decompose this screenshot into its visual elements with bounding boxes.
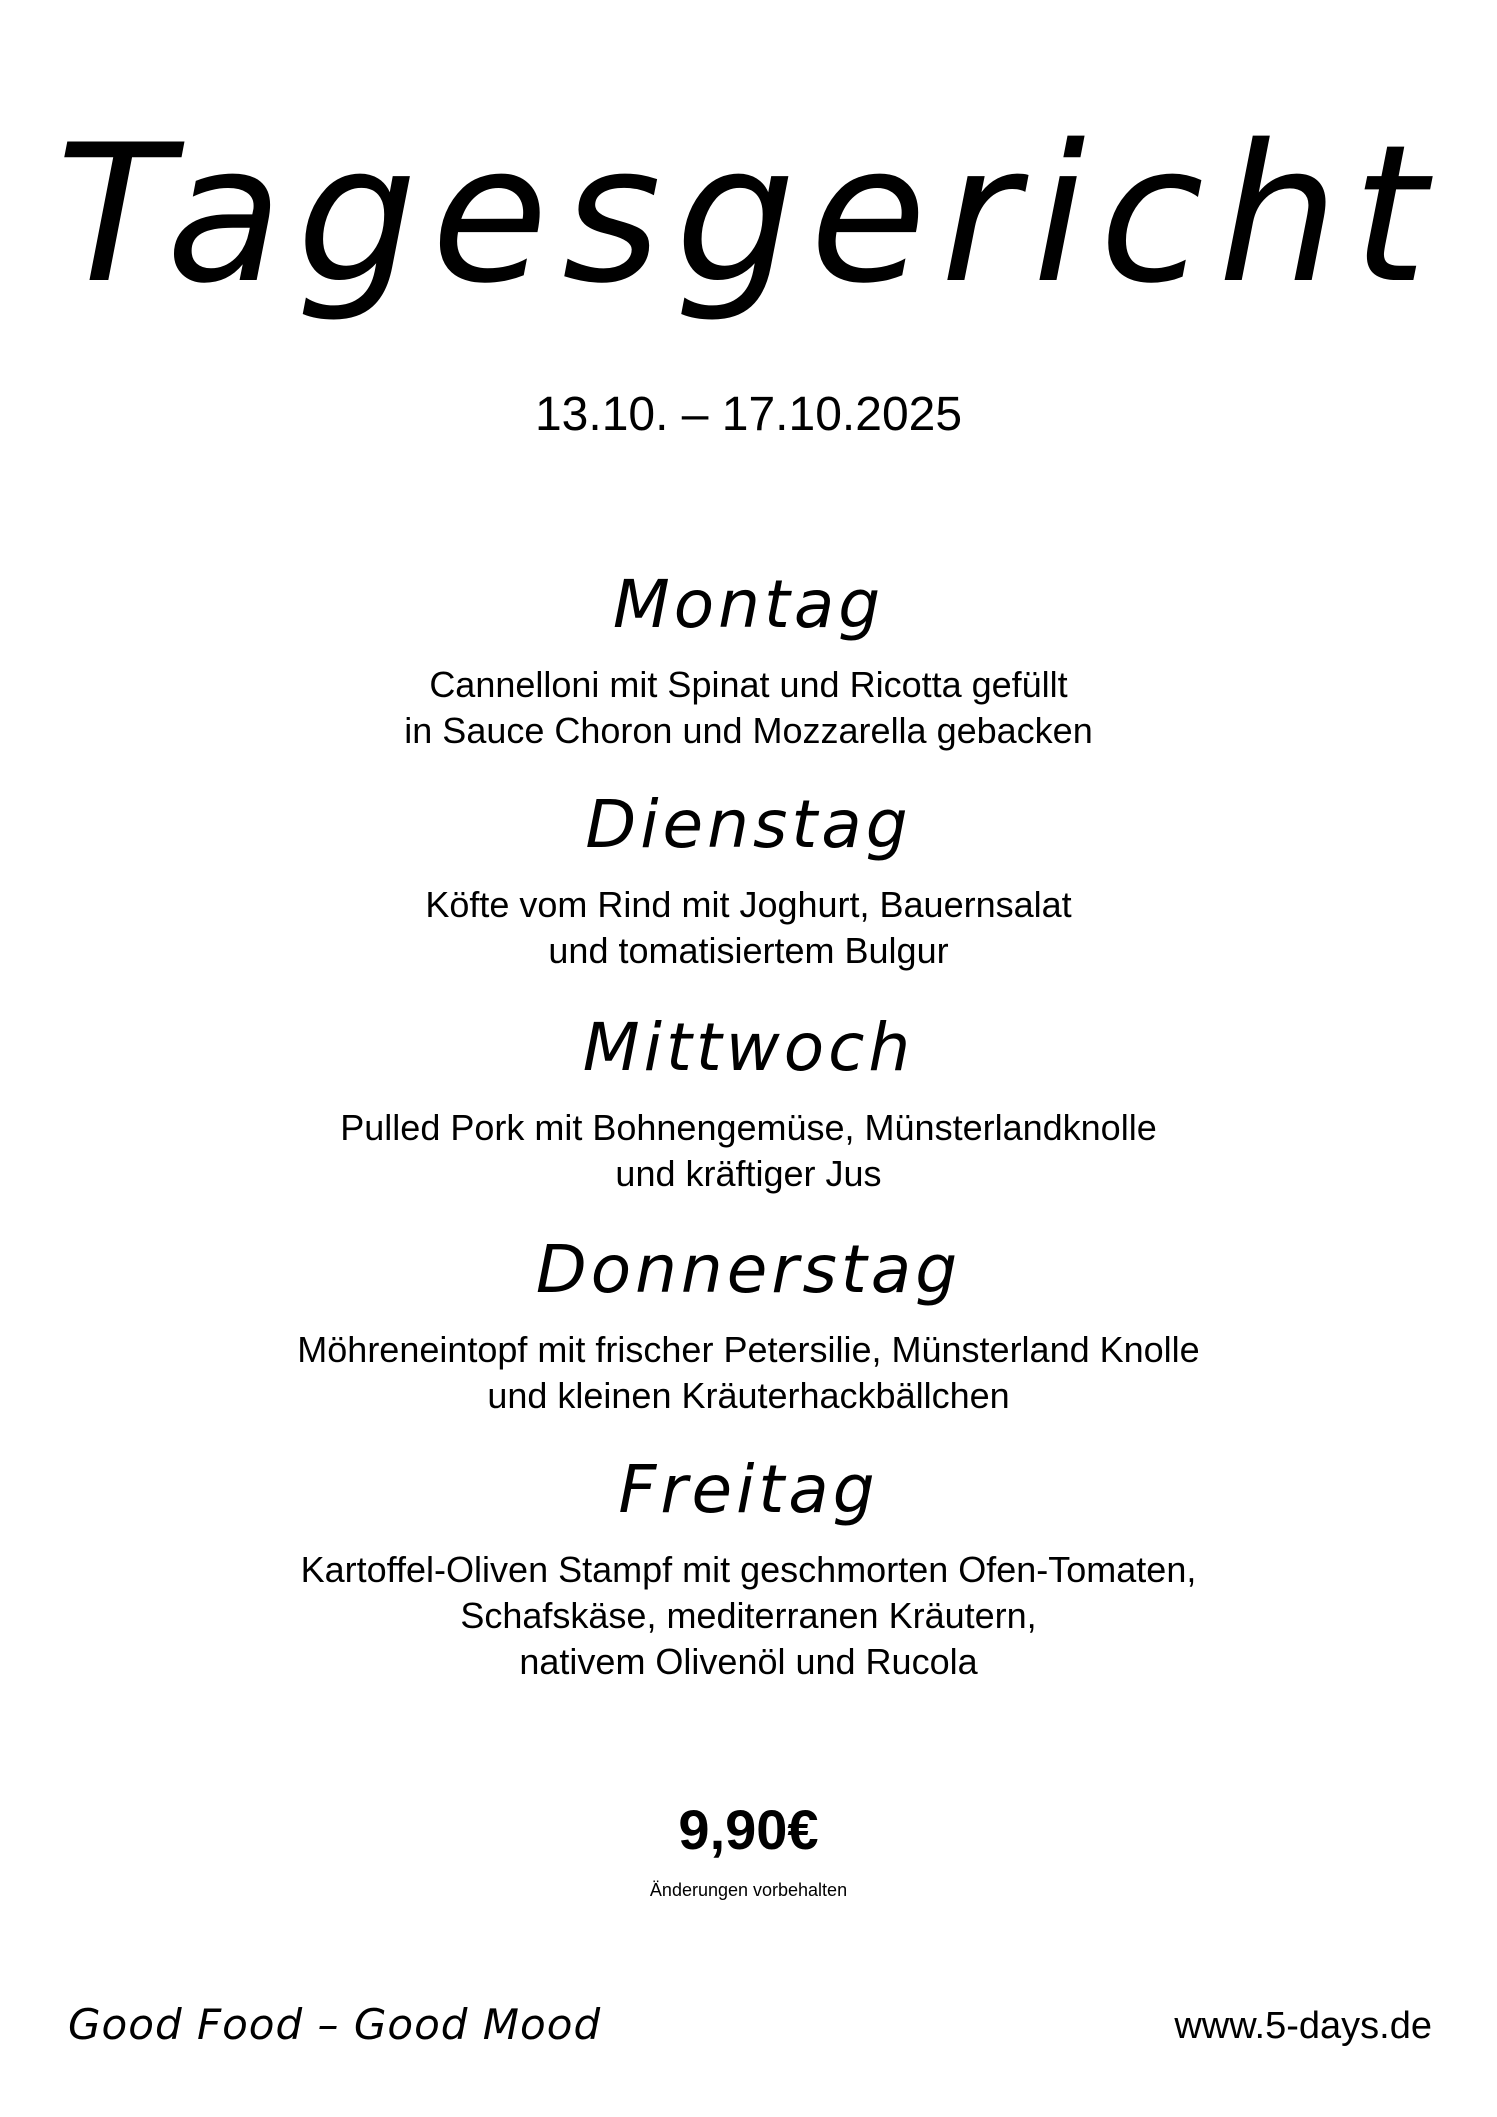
dish-line: Köfte vom Rind mit Joghurt, Bauernsalat — [425, 884, 1072, 925]
day-heading-montag: Montag — [612, 566, 885, 643]
day-heading-dienstag: Dienstag — [585, 786, 912, 863]
day-heading-freitag: Freitag — [618, 1451, 879, 1528]
day-section-donnerstag — [0, 1225, 1497, 1419]
day-heading-mittwoch: Mittwoch — [582, 1009, 915, 1086]
dish-line: Möhreneintopf mit frischer Petersilie, Münsterland Knolle — [297, 1329, 1200, 1370]
page-title: Tagesgericht — [56, 104, 1441, 325]
disclaimer-note: Änderungen vorbehalten — [649, 1880, 848, 1900]
dish-line: und kleinen Kräuterhackbällchen — [487, 1375, 1010, 1416]
date-range: 13.10. – 17.10.2025 — [534, 388, 963, 441]
dish-line: und tomatisiertem Bulgur — [548, 930, 949, 971]
day-heading-donnerstag: Donnerstag — [535, 1231, 962, 1308]
day-section-freitag — [0, 1445, 1497, 1685]
dish-line: und kräftiger Jus — [615, 1153, 882, 1194]
price-label: 9,90€ — [678, 1798, 819, 1861]
day-section-dienstag — [0, 780, 1497, 974]
dish-line: Schafskäse, mediterranen Kräutern, — [460, 1595, 1037, 1636]
dish-line: in Sauce Choron und Mozzarella gebacken — [404, 710, 1093, 751]
dish-line: nativem Olivenöl und Rucola — [519, 1641, 978, 1682]
dish-line: Cannelloni mit Spinat und Ricotta gefüllt — [429, 664, 1068, 705]
footer-slogan: Good Food – Good Mood — [68, 2000, 602, 2049]
dish-line: Kartoffel-Oliven Stampf mit geschmorten Ofen-Tomaten, — [300, 1549, 1197, 1590]
dish-line: Pulled Pork mit Bohnengemüse, Münsterlandknolle — [340, 1107, 1157, 1148]
footer-website: www.5-days.de — [1174, 2005, 1432, 2047]
day-section-mittwoch — [0, 1003, 1497, 1197]
day-section-montag — [0, 560, 1497, 754]
